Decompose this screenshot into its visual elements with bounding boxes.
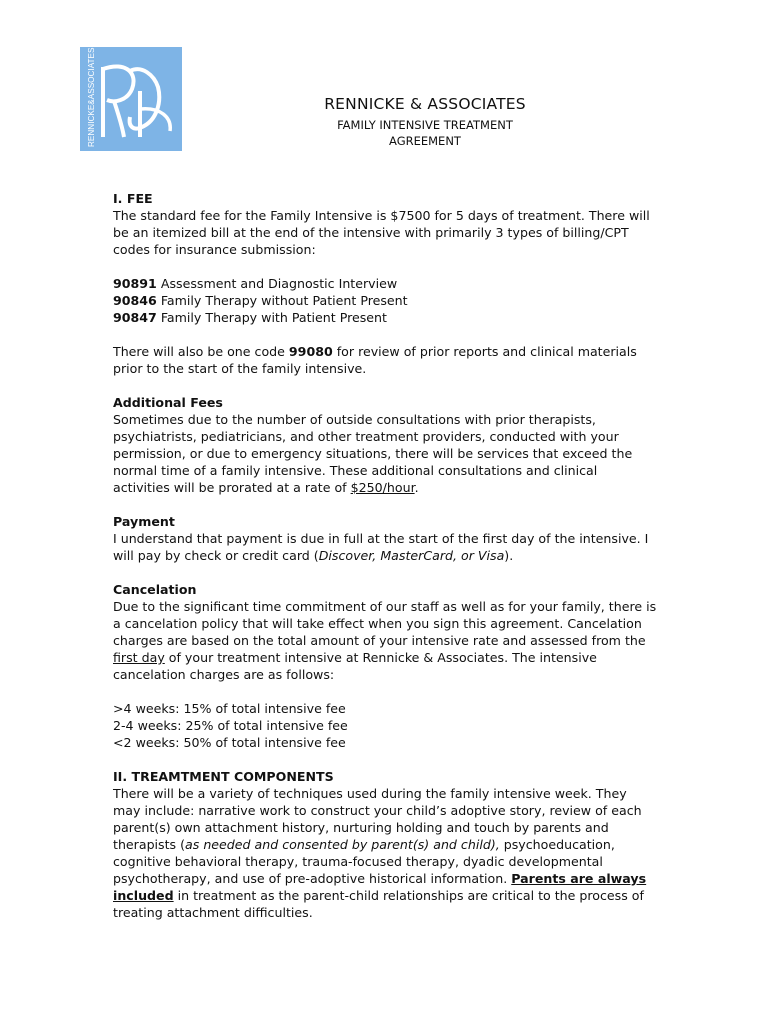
additional-fees-paragraph: Sometimes due to the number of outside consultations with prior therapists, psychiatrists, pediatricians, and other treatment providers, conducted with your permission, or due to emergency situations, there will be services that exceed the normal time of a family intensive. These additional consultations and clinical activities will be prorated at a rate of $250/hour. bbox=[113, 412, 633, 495]
document-body bbox=[113, 190, 658, 921]
review-code: 99080 bbox=[288, 344, 333, 359]
section-heading-additional-fees: Additional Fees bbox=[113, 395, 223, 410]
logo-vertical-text: RENNICKE&ASSOCIATES bbox=[87, 47, 96, 147]
first-day-emphasis: first day bbox=[113, 650, 165, 665]
billing-code-description: Family Therapy with Patient Present bbox=[160, 310, 387, 325]
section-heading-treatment-components: II. TREAMTMENT COMPONENTS bbox=[113, 769, 334, 784]
treatment-components-paragraph: There will be a variety of techniques used during the family intensive week. They may include: narrative work to construct your child’s adoptive story, review of each parent(s) own attachment history, nurturing holding and touch by parents and therapists (as needed and consented by parent(s) and child), psychoeducation, cognitive behavioral therapy, trauma-focused therapy, dyadic developmental psychotherapy, and use of pre-adoptive historical information. Parents are always included in treatment as the parent-child relationships are critical to the process of treating attachment difficulties. bbox=[113, 786, 647, 920]
billing-code-row bbox=[113, 309, 658, 326]
review-code-paragraph: There will also be one code 99080 for review of prior reports and clinical materials prior to the start of the family intensive. bbox=[113, 344, 637, 376]
fee-intro: The standard fee for the Family Intensive is $7500 for 5 days of treatment. There will be an itemized bill at the end of the intensive with primarily 3 types of billing/CPT codes for insurance submission: bbox=[113, 208, 650, 257]
cancelation-tier: 2-4 weeks: 25% of total intensive fee bbox=[113, 718, 348, 733]
consent-note: as needed and consented by parent(s) and child), bbox=[185, 837, 500, 852]
company-logo bbox=[80, 47, 182, 151]
cancelation-tier: >4 weeks: 15% of total intensive fee bbox=[113, 701, 346, 716]
parents-included-emphasis: Parents are always included bbox=[113, 871, 647, 903]
billing-code: 90846 bbox=[113, 293, 157, 308]
section-heading-fee: I. FEE bbox=[113, 191, 153, 206]
billing-code-row bbox=[113, 292, 658, 309]
logo-monogram-graphic bbox=[80, 47, 182, 151]
payment-paragraph: I understand that payment is due in full at the start of the first day of the intensive. I will pay by check or credit card (Discover, MasterCard, or Visa). bbox=[113, 531, 649, 563]
billing-code: 90847 bbox=[113, 310, 157, 325]
document-header bbox=[300, 94, 550, 149]
billing-code-description: Family Therapy without Patient Present bbox=[160, 293, 408, 308]
hourly-rate: $250/hour bbox=[350, 480, 415, 495]
billing-code-row bbox=[113, 275, 658, 292]
cancelation-paragraph: Due to the significant time commitment of our staff as well as for your family, there is a cancelation policy that will take effect when you sign this agreement. Cancelation charges are based on the total amount of your intensive rate and assessed from the first day of your treatment intensive at Rennicke & Associates. The intensive cancelation charges are as follows: bbox=[113, 599, 657, 682]
cancelation-tier: <2 weeks: 50% of total intensive fee bbox=[113, 735, 346, 750]
section-heading-cancelation: Cancelation bbox=[113, 582, 197, 597]
billing-code-description: Assessment and Diagnostic Interview bbox=[160, 276, 398, 291]
document-title: FAMILY INTENSIVE TREATMENT AGREEMENT bbox=[337, 118, 513, 148]
accepted-cards: Discover, MasterCard, or Visa bbox=[318, 548, 505, 563]
company-name: RENNICKE & ASSOCIATES bbox=[324, 95, 526, 113]
section-heading-payment: Payment bbox=[113, 514, 175, 529]
billing-code: 90891 bbox=[113, 276, 157, 291]
